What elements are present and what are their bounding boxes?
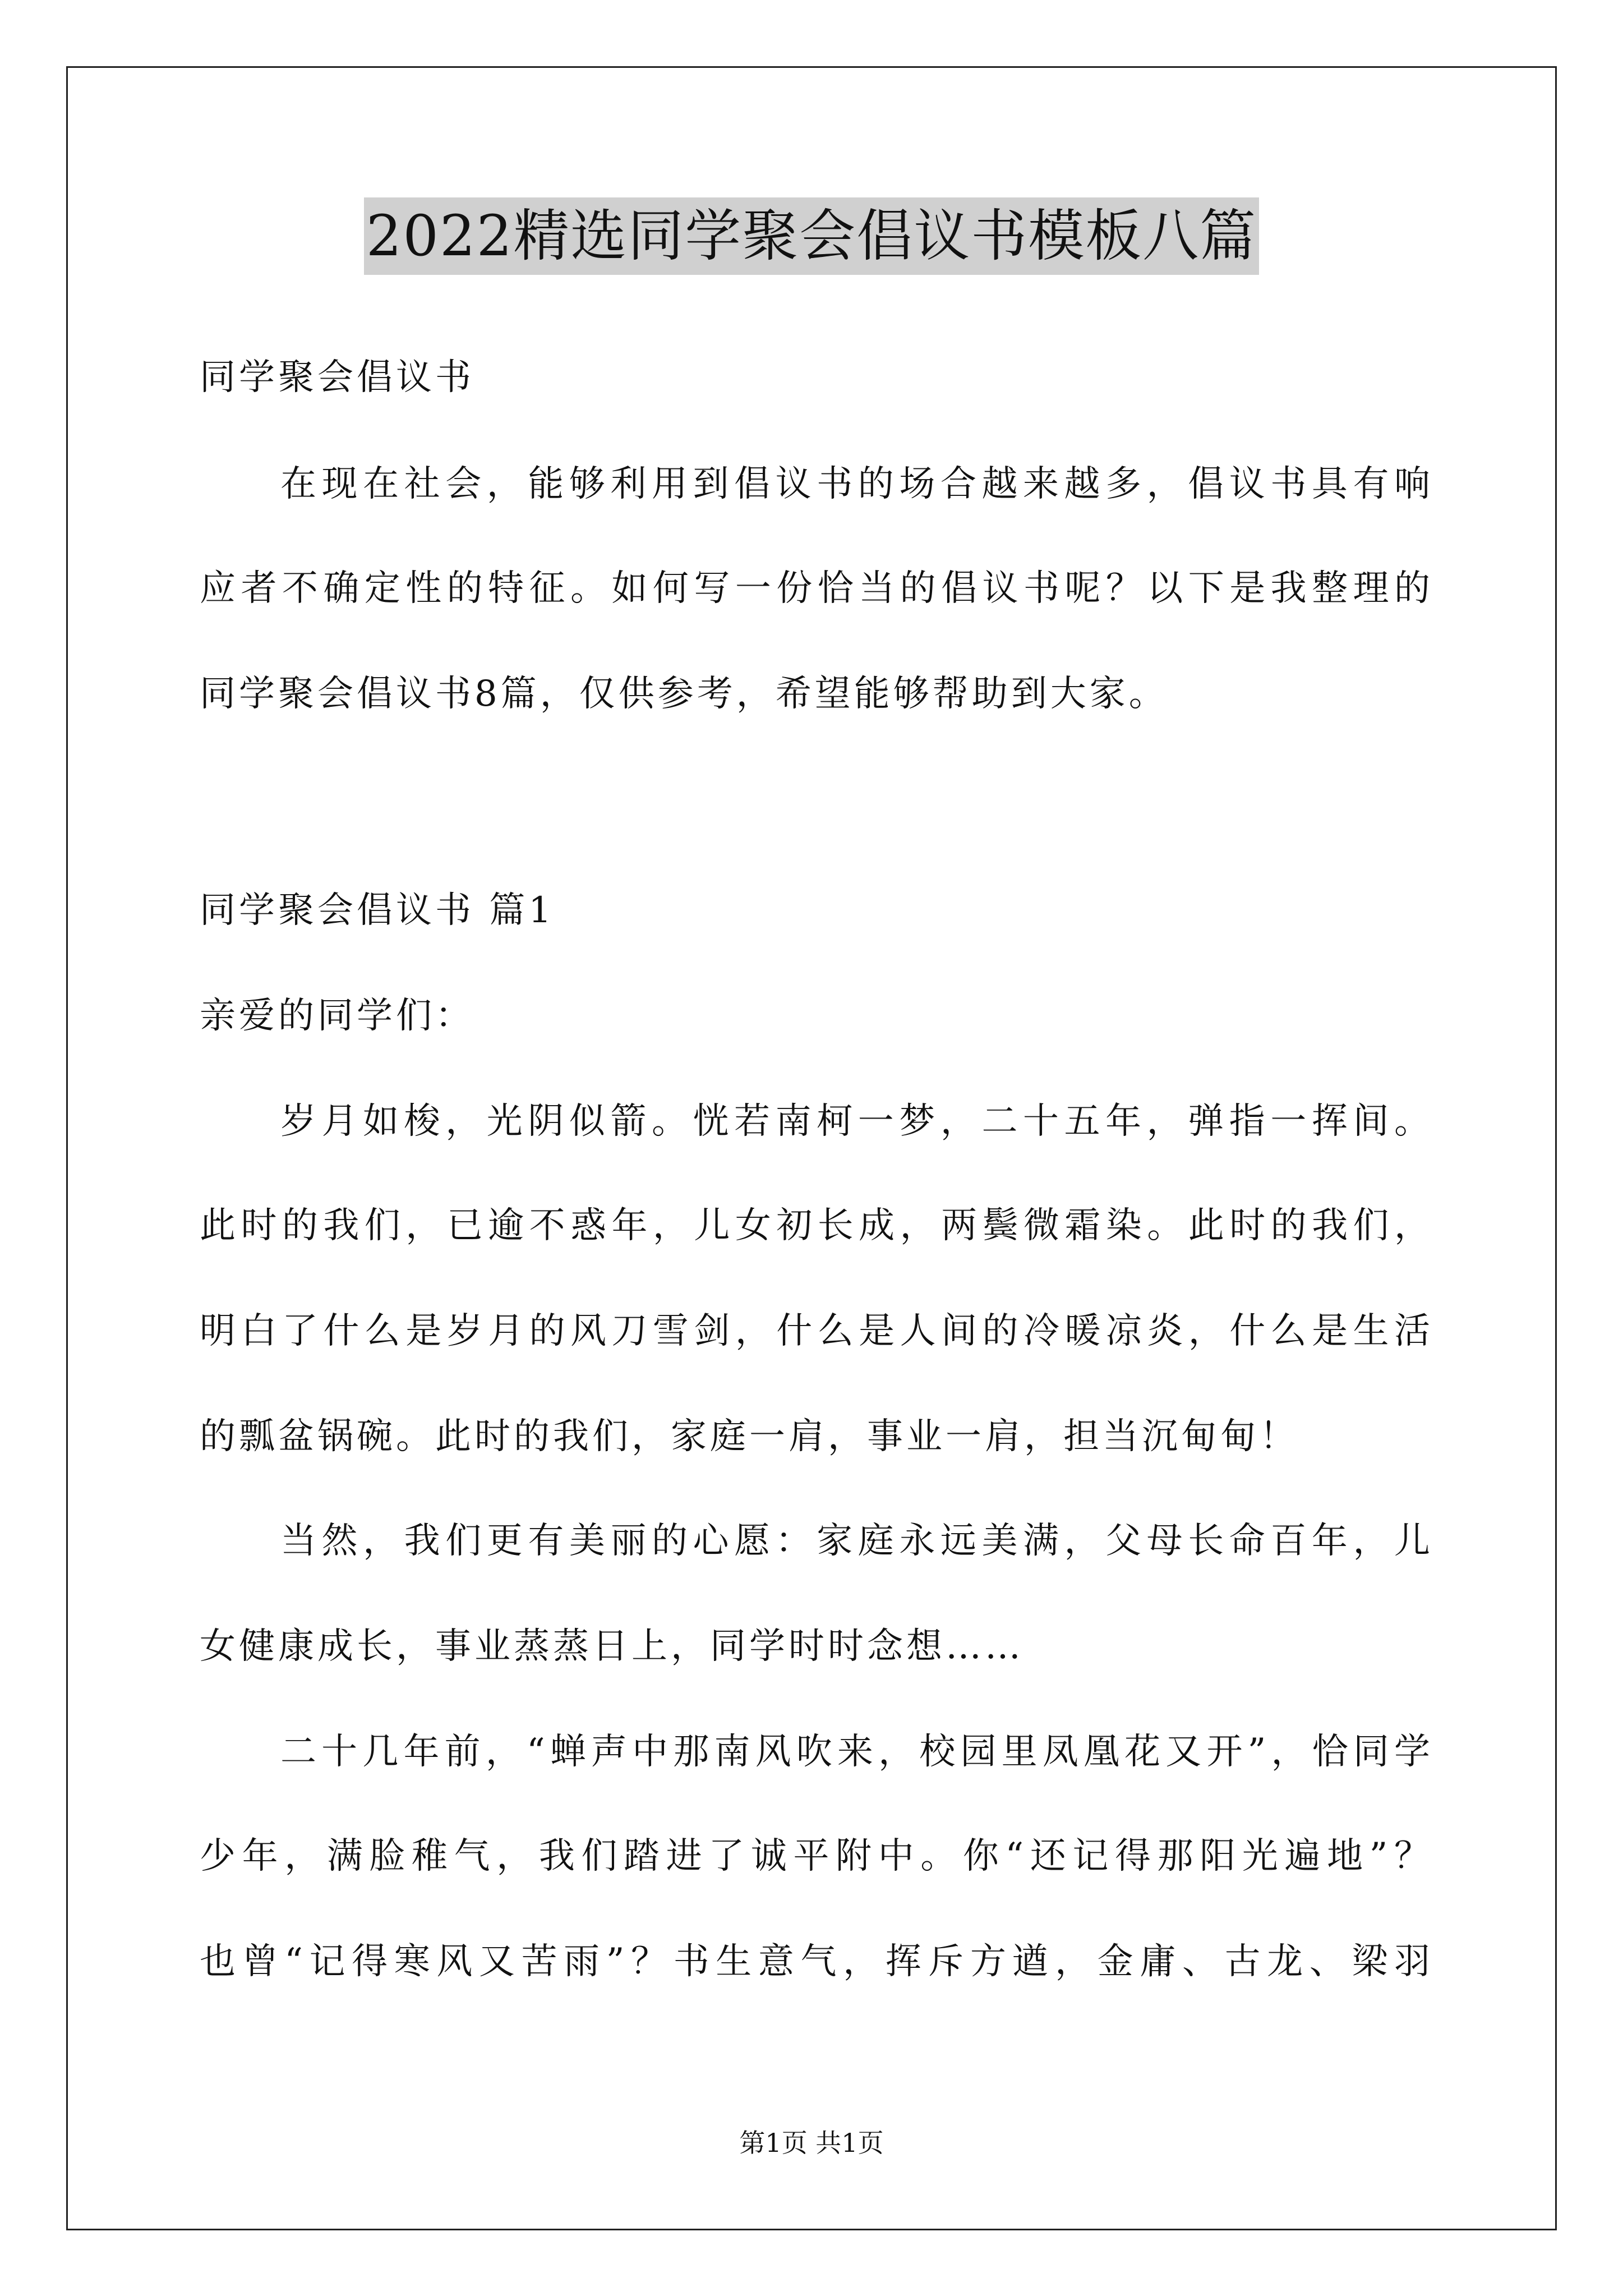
- paragraph-line: 应者不确定性的特征。如何写一份恰当的倡议书呢？以下是我整理的: [200, 568, 1433, 609]
- document-title: 2022精选同学聚会倡议书模板八篇: [364, 197, 1260, 275]
- section-heading: 同学聚会倡议书: [200, 357, 474, 398]
- title-container: [0, 197, 1623, 275]
- paragraph-line: 也曾“记得寒风又苦雨”？书生意气，挥斥方遒，金庸、古龙、梁羽: [200, 1941, 1433, 1982]
- page-footer: 第1页 共1页: [739, 2128, 884, 2158]
- section-heading: 同学聚会倡议书 篇1: [200, 890, 555, 931]
- paragraph-line: 少年，满脸稚气，我们踏进了诚平附中。你“还记得那阳光遍地”？: [200, 1835, 1433, 1877]
- paragraph-line: 二十几年前，“蝉声中那南风吹来，校园里凤凰花又开”，恰同学: [280, 1731, 1433, 1773]
- paragraph-line: 此时的我们，已逾不惑年，儿女初长成，两鬓微霜染。此时的我们，: [200, 1205, 1433, 1246]
- paragraph-line: 岁月如梭，光阴似箭。恍若南柯一梦，二十五年，弹指一挥间。: [280, 1101, 1433, 1142]
- salutation: 亲爱的同学们：: [200, 995, 474, 1037]
- paragraph-line: 当然，我们更有美丽的心愿：家庭永远美满，父母长命百年，儿: [280, 1520, 1433, 1562]
- paragraph-line: 明白了什么是岁月的风刀雪剑，什么是人间的冷暖凉炎，什么是生活: [200, 1310, 1433, 1352]
- paragraph-line: 女健康成长，事业蒸蒸日上，同学时时念想……: [200, 1626, 1024, 1667]
- paragraph-line: 的瓢盆锅碗。此时的我们，家庭一肩，事业一肩，担当沉甸甸！: [200, 1416, 1299, 1457]
- paragraph-line: 同学聚会倡议书8篇，仅供参考，希望能够帮助到大家。: [200, 673, 1168, 715]
- paragraph-line: 在现在社会，能够利用到倡议书的场合越来越多，倡议书具有响: [280, 463, 1433, 505]
